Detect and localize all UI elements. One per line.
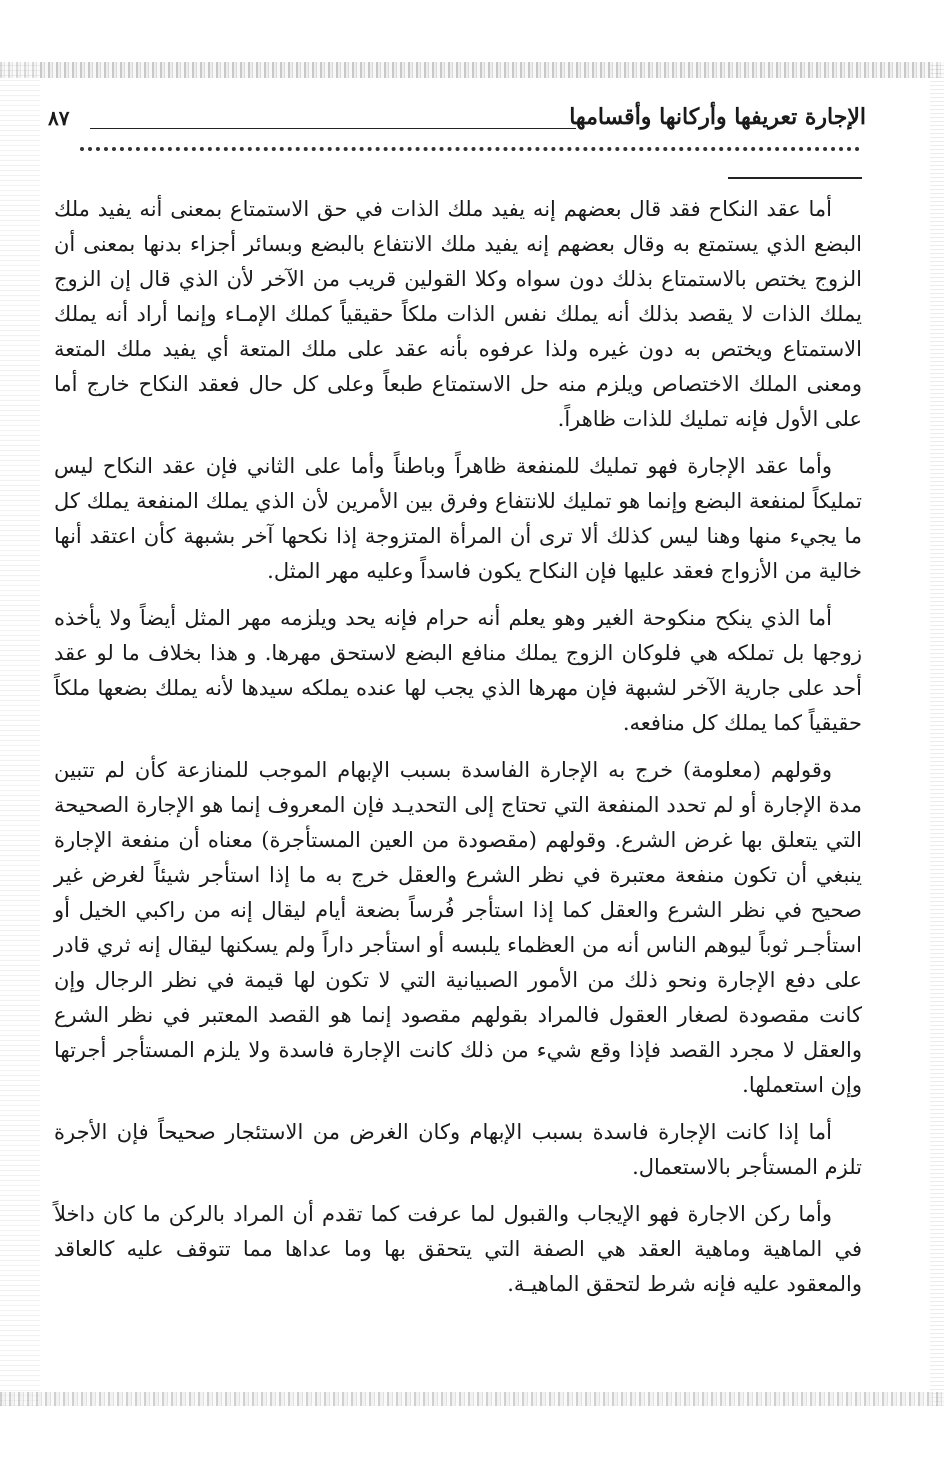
body-text: [54, 192, 862, 1314]
scan-edge-right: [930, 62, 944, 1406]
short-divider: [728, 177, 862, 179]
dotted-divider: [80, 147, 860, 151]
header-rule: [90, 128, 576, 129]
paragraph-2: وأما عقد الإجارة فهو تمليك للمنفعة ظاهراً وباطناً وأما على الثاني فإن عقد النكاح ليس تمليكاً لمنفعة البضع وإنما هو تمليك للانتفاع وفرق بين الأمرين لأن الذي يملك المنفعة يملك كل ما يجيء منها وهنا ليس كذلك ألا ترى أن المرأة المتزوجة إذا نكحها آخر بشبهة كأن اعتقد أنها خالية من الأزواج فعقد عليها فإن النكاح يكون فاسداً وعليه مهر المثل.: [54, 454, 862, 583]
paragraph-3: أما الذي ينكح منكوحة الغير وهو يعلم أنه حرام فإنه يحد ويلزمه مهر المثل أيضاً ولا يأخذه زوجها بل تملكه هي فلوكان الزوج يملك منافع البضع لاستحق مهرها. و هذا بخلاف ما لو عقد أحد على جارية الآخر لشبهة فإن مهرها الذي يجب لها عنده يملكه سيدها لأنه يملك بضعها ملكاً حقيقياً كما يملك كل منافعه.: [54, 606, 862, 735]
paragraph-4: وقولهم (معلومة) خرج به الإجارة الفاسدة بسبب الإبهام الموجب للمنازعة كأن لم تتبين مدة الإجارة أو لم تحدد المنفعة التي تحتاج إلى التحديـد فإن المعروف إنما هو الإجارة الصحيحة التي يتعلق بها غرض الشرع. وقولهم (مقصودة من العين المستأجرة) معناه أن منفعة الإجارة ينبغي أن تكون منفعة معتبرة في نظر الشرع والعقل خرج به ما إذا استأجر شيئاً لغرض غير صحيح في نظر الشرع والعقل كما إذا استأجر فُرساً بضعة أيام ليقال إنه من راكبي الخيل أو استأجـر ثوباً ليوهم الناس أنه من العظماء يلبسه أو استأجر داراً ولم يسكنها ليقال إنه ثري قادر على دفع الإجارة ونحو ذلك من الأمور الصبيانية التي لا تكون لها قيمة في نظر الرجال وإن كانت مقصودة لصغار العقول فالمراد بقولهم مقصود إنما هو القصد المعتبر في نظر الشرع والعقل لا مجرد القصد فإذا وقع شيء من ذلك كانت الإجارة فاسدة ولا يلزم المستأجر أجرتها وإن استعملها.: [54, 758, 862, 1097]
page-number: ٨٧: [48, 106, 70, 130]
paragraph-6: وأما ركن الاجارة فهو الإيجاب والقبول لما عرفت كما تقدم أن المراد بالركن ما كان داخلاً في الماهية وماهية العقد هي الصفة التي يتحقق بها وما عداها مما تتوقف عليه كالعاقد والمعقود عليه فإنه شرط لتحقق الماهيـة.: [54, 1202, 862, 1296]
paragraph-1: أما عقد النكاح فقد قال بعضهم إنه يفيد ملك الذات في حق الاستمتاع بمعنى أنه يفيد ملك البضع الذي يستمتع به وقال بعضهم إنه يفيد ملك الانتفاع بالبضع وبسائر أجزاء بدنها بمعنى أن الزوج يختص بالاستمتاع بذلك دون سواه وكلا القولين قريب من الآخر لأن الذي قال إن الزوج يملك الذات لا يقصد بذلك أنه يملك نفس الذات ملكاً حقيقياً كملك الإمـاء وإنما أراد أنه يملك الاستمتاع ويختص به دون غيره ولذا عرفوه بأنه عقد على ملك المتعة أي يفيد ملك المتعة ومعنى الملك الاختصاص ويلزم منه حل الاستمتاع طبعاً وعلى كل حال فعقد النكاح خارج أما على الأول فإنه تمليك للذات ظاهراً.: [54, 197, 862, 431]
header-title: الإجارة تعريفها وأركانها وأقسامها: [569, 104, 866, 130]
running-header: [48, 102, 866, 142]
scan-edge-top: [0, 62, 944, 78]
scan-edge-bottom: [0, 1392, 944, 1406]
paragraph-5: أما إذا كانت الإجارة فاسدة بسبب الإبهام وكان الغرض من الاستئجار صحيحاً فإن الأجرة تلزم المستأجر بالاستعمال.: [54, 1120, 862, 1179]
scan-edge-left: [0, 62, 40, 1406]
